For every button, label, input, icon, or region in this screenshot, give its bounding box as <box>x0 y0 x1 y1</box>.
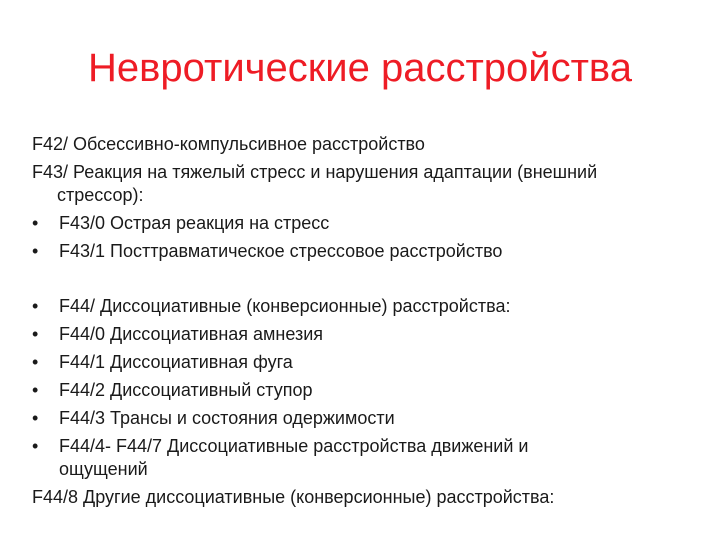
list-item-text: F44/2 Диссоциативный ступор <box>59 380 313 400</box>
text-line-f42 <box>32 130 692 158</box>
spacer <box>32 265 692 292</box>
text-line-f448 <box>32 483 692 511</box>
list-item <box>32 432 692 483</box>
list-item <box>32 292 692 320</box>
list-item-text: F44/0 Диссоциативная амнезия <box>59 324 324 344</box>
slide-title: Невротические расстройства <box>88 46 632 90</box>
list-item <box>32 237 692 265</box>
bullet-marker: • <box>32 380 39 400</box>
list-item-text-line1: F44/4- F44/7 Диссоциативные расстройства движений и <box>59 436 529 456</box>
bullet-marker: • <box>32 324 39 344</box>
f43-text-line2: стрессор): <box>57 185 144 205</box>
list-item-text: F43/0 Острая реакция на стресс <box>59 213 330 233</box>
text-line-f43 <box>32 158 692 209</box>
list-item <box>32 209 692 237</box>
list-item-text: F44/ Диссоциативные (конверсионные) расстройства: <box>59 296 511 316</box>
f43-text-line1: F43/ Реакция на тяжелый стресс и нарушения адаптации (внешний <box>32 162 598 182</box>
list-item-text: F44/3 Трансы и состояния одержимости <box>59 408 395 428</box>
bullet-marker: • <box>32 436 39 456</box>
bullet-marker: • <box>32 408 39 428</box>
list-item <box>32 376 692 404</box>
list-item-text: F44/1 Диссоциативная фуга <box>59 352 293 372</box>
list-item <box>32 404 692 432</box>
slide-content <box>32 130 692 511</box>
list-item <box>32 320 692 348</box>
bullet-marker: • <box>32 296 39 316</box>
list-item <box>32 348 692 376</box>
list-item-text-line2: ощущений <box>59 459 148 479</box>
bullet-marker: • <box>32 213 39 233</box>
f448-text: F44/8 Другие диссоциативные (конверсионные) расстройства: <box>32 487 555 507</box>
bullet-marker: • <box>32 241 39 261</box>
list-item-text: F43/1 Посттравматическое стрессовое расстройство <box>59 241 503 261</box>
bullet-marker: • <box>32 352 39 372</box>
f42-text: F42/ Обсессивно-компульсивное расстройство <box>32 134 425 154</box>
